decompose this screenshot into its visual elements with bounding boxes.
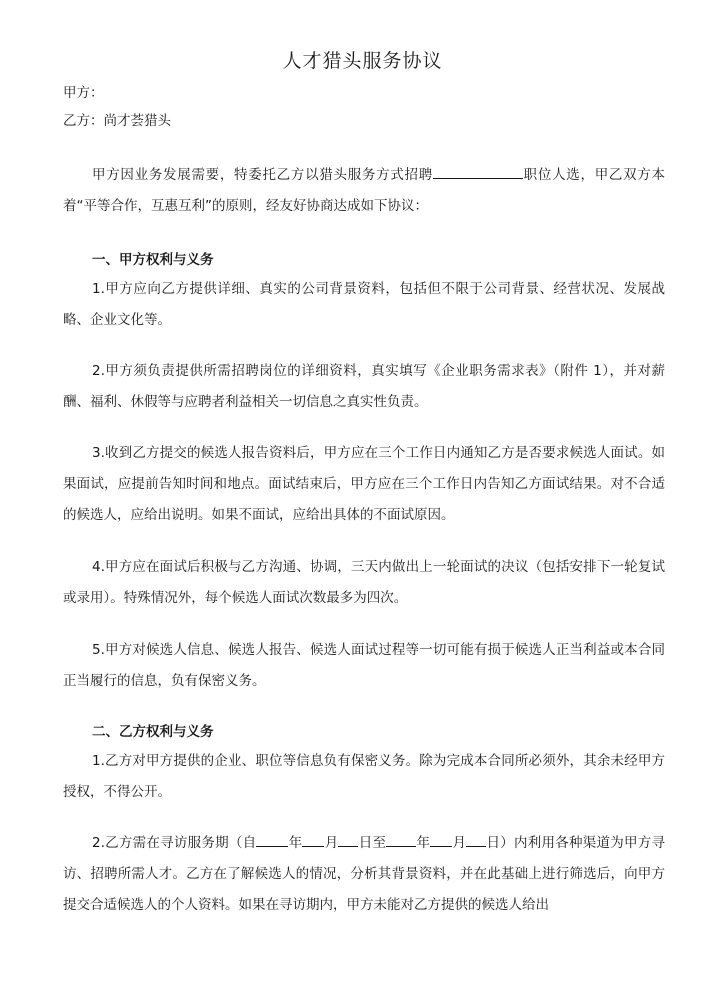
start-month-label: 月 xyxy=(324,835,339,851)
section1-heading: 一、甲方权利与义务 xyxy=(92,252,214,268)
section2-heading: 二、乙方权利与义务 xyxy=(92,724,214,740)
end-year-label: 年 xyxy=(416,835,431,851)
section1-clause-3: 3.收到乙方提交的候选人报告资料后，甲方应在三个工作日内通知乙方是否要求候选人面试。如果面试，应提前告知时间和地点。面试结束后，甲方应在三个工作日内告知乙方面试结果。对不合适的候选人，应给出说明。如果不面试，应给出具体的不面试原因。 xyxy=(63,445,665,523)
intro-text-1: 甲方因业务发展需要，特委托乙方以猎头服务方式招聘 xyxy=(92,167,433,183)
start-year-blank xyxy=(256,832,288,847)
party-a-label: 甲方： xyxy=(63,85,104,101)
end-year-blank xyxy=(386,832,416,847)
start-day-blank xyxy=(338,832,358,847)
section1-clause-5: 5.甲方对候选人信息、候选人报告、候选人面试过程等一切可能有损于候选人正当利益或本合同正当履行的信息，负有保密义务。 xyxy=(63,642,665,689)
position-blank xyxy=(433,164,523,179)
section1-clause-1: 1.甲方应向乙方提供详细、真实的公司背景资料，包括但不限于公司背景、经营状况、发展战略、企业文化等。 xyxy=(63,281,665,328)
clause2-text-1: 2.乙方需在寻访服务期（自 xyxy=(92,835,257,851)
section2-clause-1: 1.乙方对甲方提供的企业、职位等信息负有保密义务。除为完成本合同所必须外，其余未经甲方授权，不得公开。 xyxy=(63,753,665,800)
party-b-label: 乙方：尚才荟猎头 xyxy=(63,113,171,129)
end-month-blank xyxy=(430,832,452,847)
end-day-blank xyxy=(466,832,486,847)
clause2-text-2: 内利用各种渠道为甲方寻访、招聘所需人才。乙方在了解候选人的情况，分析其背景资料，并在此基础上进行筛选后，向甲方提交合适候选人的个人资料。如果在寻访期内，甲方未能对乙方提供的候选人给出 xyxy=(63,835,666,913)
start-year-label: 年 xyxy=(288,835,303,851)
start-month-blank xyxy=(302,832,324,847)
end-month-label: 月 xyxy=(452,835,467,851)
end-day-label: 日） xyxy=(486,835,515,851)
section1-clause-2: 2.甲方须负责提供所需招聘岗位的详细资料，真实填写《企业职务需求表》（附件 1），并对薪酬、福利、休假等与应聘者利益相关一切信息之真实性负责。 xyxy=(63,363,665,410)
section1-clause-4: 4.甲方应在面试后积极与乙方沟通、协调，三天内做出上一轮面试的决议（包括安排下一轮复试或录用）。特殊情况外，每个候选人面试次数最多为四次。 xyxy=(63,559,665,606)
intro-paragraph xyxy=(63,160,665,222)
document-title: 人才猎头服务协议 xyxy=(282,50,443,72)
section2-clause-2 xyxy=(63,828,665,921)
start-day-label: 日至 xyxy=(358,835,387,851)
intro-text-2: 职位人选，甲乙双方本着“平等合作，互惠互利”的原则，经友好协商达成如下协议： xyxy=(63,167,666,214)
